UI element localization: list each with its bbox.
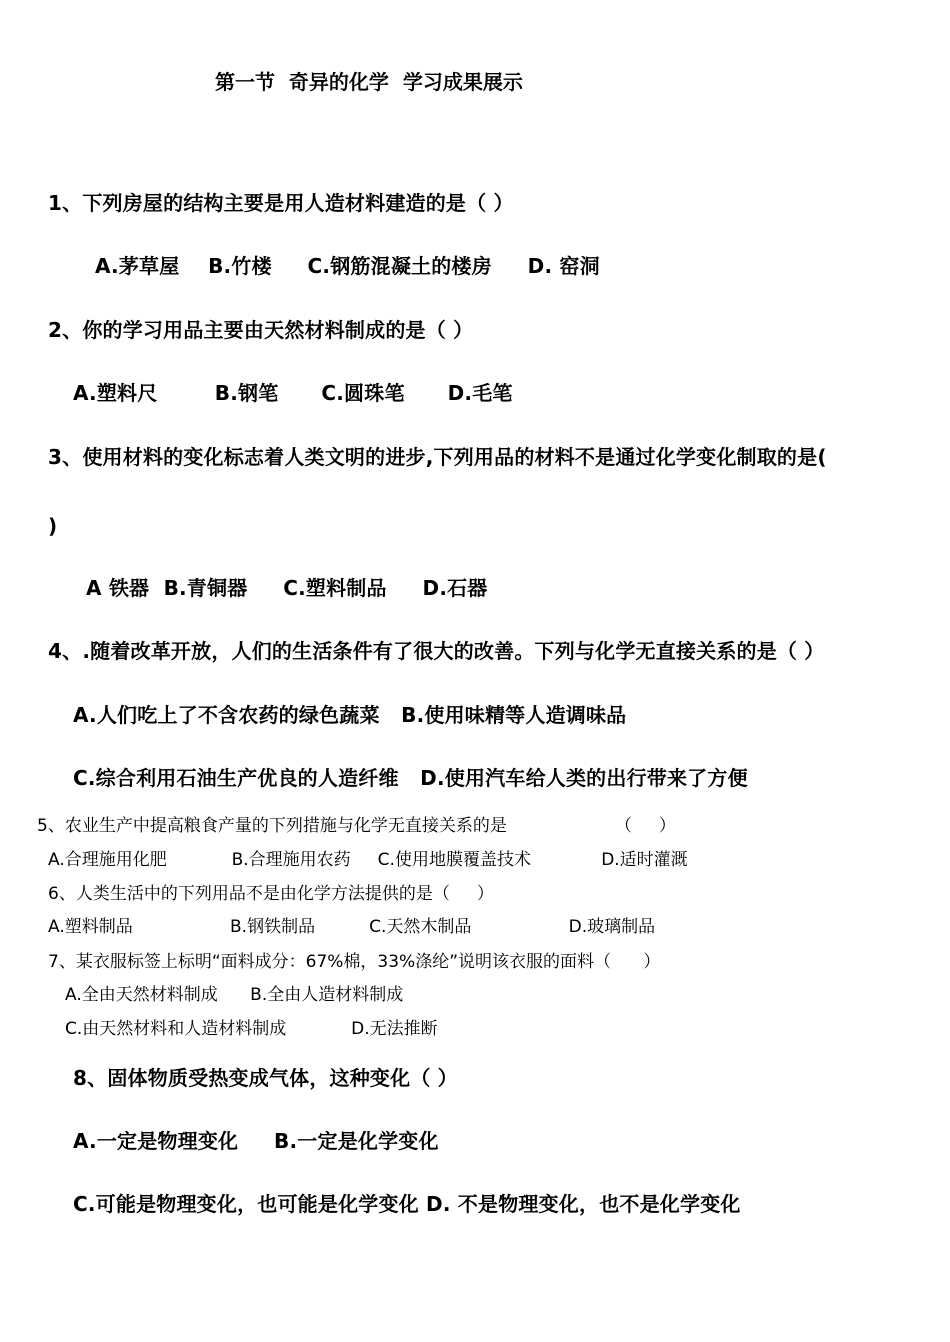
page-title: 第一节 奇异的化学 学习成果展示 — [215, 70, 523, 94]
question-3-options: A 铁器 B.青铜器 C.塑料制品 D.石器 — [86, 576, 488, 600]
question-8-options-row-2: C.可能是物理变化，也可能是化学变化 D. 不是物理变化，也不是化学变化 — [73, 1192, 741, 1216]
question-1-options: A.茅草屋 B.竹楼 C.钢筋混凝土的楼房 D. 窑洞 — [95, 254, 600, 278]
question-7-options-row-2: C.由天然材料和人造材料制成 D.无法推断 — [65, 1019, 438, 1039]
question-6-options: A.塑料制品 B.钢铁制品 C.天然木制品 D.玻璃制品 — [48, 917, 656, 937]
question-8-options-row-1: A.一定是物理变化 B.一定是化学变化 — [73, 1129, 439, 1153]
question-3-stem-continued: ) — [48, 514, 58, 538]
question-5-stem: 5、农业生产中提高粮食产量的下列措施与化学无直接关系的是 （ ） — [37, 816, 676, 836]
question-4-stem: 4、.随着改革开放，人们的生活条件有了很大的改善。下列与化学无直接关系的是（ ） — [48, 639, 825, 663]
question-2-options: A.塑料尺 B.钢笔 C.圆珠笔 D.毛笔 — [73, 381, 513, 405]
question-4-options-row-2: C.综合利用石油生产优良的人造纤维 D.使用汽车给人类的出行带来了方便 — [73, 766, 748, 790]
question-1-stem: 1、下列房屋的结构主要是用人造材料建造的是（ ） — [48, 191, 514, 215]
question-4-options-row-1: A.人们吃上了不含农药的绿色蔬菜 B.使用味精等人造调味品 — [73, 703, 627, 727]
question-7-options-row-1: A.全由天然材料制成 B.全由人造材料制成 — [65, 985, 404, 1005]
question-2-stem: 2、你的学习用品主要由天然材料制成的是（ ） — [48, 318, 474, 342]
question-5-options: A.合理施用化肥 B.合理施用农药 C.使用地膜覆盖技术 D.适时灌溉 — [48, 850, 688, 870]
question-6-stem: 6、人类生活中的下列用品不是由化学方法提供的是（ ） — [48, 884, 494, 904]
question-3-stem: 3、使用材料的变化标志着人类文明的进步,下列用品的材料不是通过化学变化制取的是( — [48, 445, 827, 469]
question-8-stem: 8、固体物质受热变成气体，这种变化（ ） — [73, 1066, 458, 1090]
question-7-stem: 7、某衣服标签上标明“面料成分：67%棉，33%涤纶”说明该衣服的面料（ ） — [48, 952, 661, 972]
